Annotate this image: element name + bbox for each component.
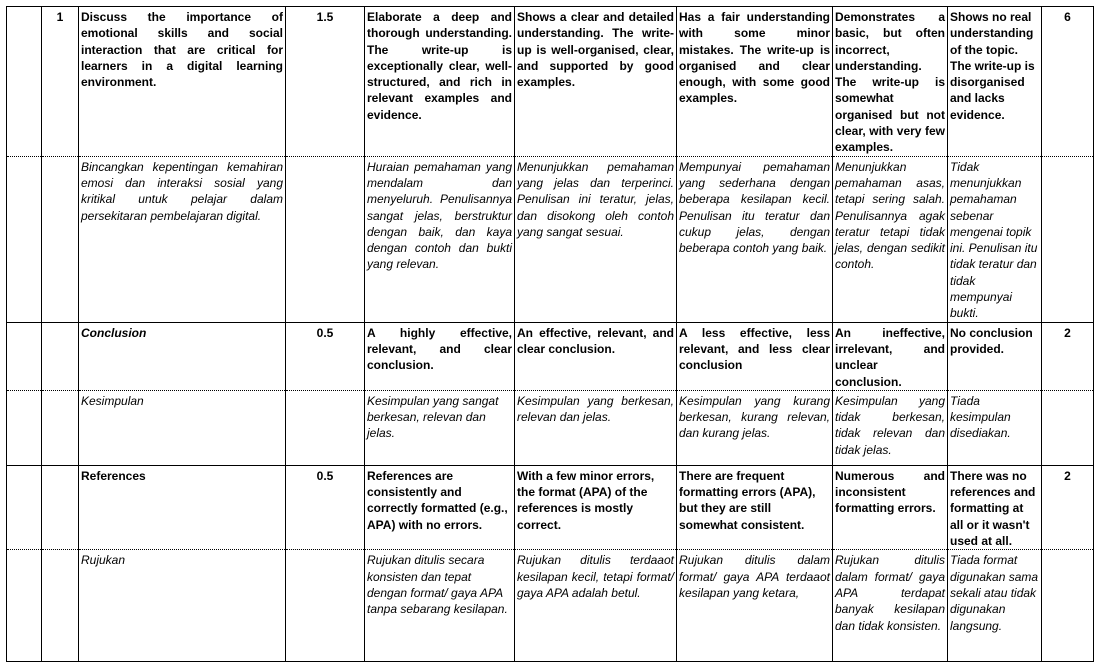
blank-cell <box>7 390 42 465</box>
level-3-cell: There are frequent formatting errors (APA), but they are still somewhat consistent. <box>677 465 833 549</box>
level-5-cell: Tidak menunjukkan pemahaman sebenar mengenai topik ini. Penulisan itu tidak teratur dan tidak mempunyai bukti. <box>948 156 1042 322</box>
score-cell: 2 <box>1042 322 1094 390</box>
score-cell <box>1042 390 1094 465</box>
level-3-cell: Kesimpulan yang kurang berkesan, kurang relevan, dan kurang jelas. <box>677 390 833 465</box>
level-2-cell: Shows a clear and detailed understanding. The write-up is well-organised, clear, and supported by good examples. <box>515 7 677 157</box>
criterion-cell: Bincangkan kepentingan kemahiran emosi dan interaksi sosial yang kritikal untuk pelajar dalam persekitaran pembelajaran digital. <box>79 156 286 322</box>
level-1-cell: Rujukan ditulis secara konsisten dan tepat dengan format/ gaya APA tanpa sebarang kesilapan. <box>365 550 515 662</box>
blank-cell <box>42 322 79 390</box>
level-4-cell: Rujukan ditulis dalam format/ gaya APA terdapat banyak kesilapan dan tidak konsisten. <box>833 550 948 662</box>
table-row <box>7 156 1094 322</box>
level-1-cell: References are consistently and correctly formatted (e.g., APA) with no errors. <box>365 465 515 549</box>
blank-cell <box>7 465 42 549</box>
table-row <box>7 390 1094 465</box>
table-row <box>7 550 1094 662</box>
level-5-cell: Tiada format digunakan sama sekali atau tidak digunakan langsung. <box>948 550 1042 662</box>
level-2-cell: An effective, relevant, and clear conclusion. <box>515 322 677 390</box>
rubric-table <box>6 6 1094 662</box>
blank-cell <box>42 156 79 322</box>
level-1-cell: Huraian pemahaman yang mendalam dan menyeluruh. Penulisannya sangat jelas, berstruktur dengan baik, dan kaya dengan contoh dan bukti yang relevan. <box>365 156 515 322</box>
level-2-cell: Menunjukkan pemahaman yang jelas dan terperinci. Penulisan ini teratur, jelas, dan disokong oleh contoh yang sangat sesuai. <box>515 156 677 322</box>
weight-cell <box>286 550 365 662</box>
criterion-cell: Discuss the importance of emotional skills and social interaction that are critical for learners in a digital learning environment. <box>79 7 286 157</box>
level-4-cell: Kesimpulan yang tidak berkesan, tidak relevan dan tidak jelas. <box>833 390 948 465</box>
level-4-cell: Demonstrates a basic, but often incorrect, understanding. The write-up is somewhat organised but not clear, with very few examples. <box>833 7 948 157</box>
score-cell: 6 <box>1042 7 1094 157</box>
score-cell: 2 <box>1042 465 1094 549</box>
table-row <box>7 7 1094 157</box>
level-4-cell: Numerous and inconsistent formatting errors. <box>833 465 948 549</box>
level-2-cell: With a few minor errors, the format (APA) of the references is mostly correct. <box>515 465 677 549</box>
weight-cell <box>286 390 365 465</box>
level-5-cell: Shows no real understanding of the topic. The write-up is disorganised and lacks evidence. <box>948 7 1042 157</box>
level-3-cell: Has a fair understanding with some minor mistakes. The write-up is organised and clear enough, with some good examples. <box>677 7 833 157</box>
criterion-cell: Conclusion <box>79 322 286 390</box>
blank-cell <box>7 322 42 390</box>
level-5-cell: Tiada kesimpulan disediakan. <box>948 390 1042 465</box>
level-5-cell: No conclusion provided. <box>948 322 1042 390</box>
level-2-cell: Rujukan ditulis terdaaot kesilapan kecil, tetapi format/ gaya APA adalah betul. <box>515 550 677 662</box>
blank-cell <box>42 465 79 549</box>
criterion-cell: References <box>79 465 286 549</box>
table-row <box>7 465 1094 549</box>
weight-cell: 0.5 <box>286 465 365 549</box>
level-1-cell: A highly effective, relevant, and clear conclusion. <box>365 322 515 390</box>
level-3-cell: A less effective, less relevant, and less clear conclusion <box>677 322 833 390</box>
blank-cell <box>42 550 79 662</box>
blank-cell <box>42 390 79 465</box>
score-cell <box>1042 156 1094 322</box>
blank-cell <box>7 550 42 662</box>
criterion-cell: Rujukan <box>79 550 286 662</box>
level-3-cell: Mempunyai pemahaman yang sederhana dengan beberapa kesilapan kecil. Penulisan itu teratur dan cukup jelas, dengan beberapa contoh yang baik. <box>677 156 833 322</box>
level-4-cell: Menunjukkan pemahaman asas, tetapi sering salah. Penulisannya agak teratur tetapi tidak jelas, dengan sedikit contoh. <box>833 156 948 322</box>
level-2-cell: Kesimpulan yang berkesan, relevan dan jelas. <box>515 390 677 465</box>
level-5-cell: There was no references and formatting at all or it wasn't used at all. <box>948 465 1042 549</box>
weight-cell: 0.5 <box>286 322 365 390</box>
row-number: 1 <box>42 7 79 157</box>
level-1-cell: Elaborate a deep and thorough understanding. The write-up is exceptionally clear, well-structured, and rich in relevant examples and evidence. <box>365 7 515 157</box>
weight-cell: 1.5 <box>286 7 365 157</box>
criterion-cell: Kesimpulan <box>79 390 286 465</box>
blank-cell <box>7 156 42 322</box>
table-row <box>7 322 1094 390</box>
level-3-cell: Rujukan ditulis dalam format/ gaya APA terdaaot kesilapan yang ketara, <box>677 550 833 662</box>
level-4-cell: An ineffective, irrelevant, and unclear conclusion. <box>833 322 948 390</box>
score-cell <box>1042 550 1094 662</box>
level-1-cell: Kesimpulan yang sangat berkesan, relevan dan jelas. <box>365 390 515 465</box>
weight-cell <box>286 156 365 322</box>
blank-cell <box>7 7 42 157</box>
